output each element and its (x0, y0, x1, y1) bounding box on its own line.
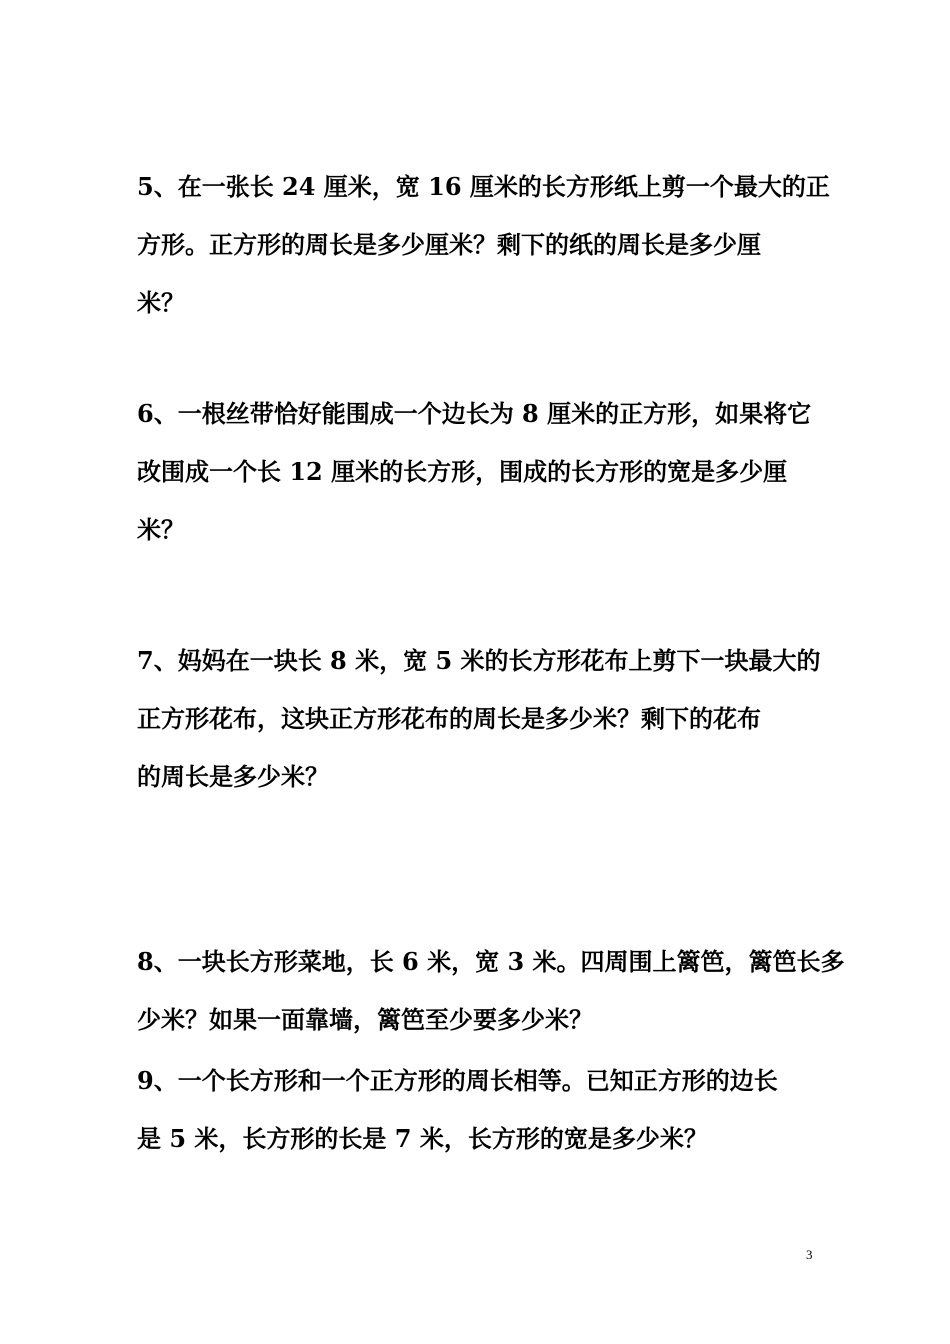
problem-7-line-1: 7、妈妈在一块长 8 米，宽 5 米的长方形花布上剪下一块最大的 (137, 646, 821, 675)
problem-6-line-1: 6、一根丝带恰好能围成一个边长为 8 厘米的正方形，如果将它 (137, 399, 812, 428)
problem-6-line-2: 改围成一个长 12 厘米的长方形，围成的长方形的宽是多少厘 (137, 457, 788, 486)
problem-7 (137, 632, 827, 806)
problem-6 (137, 385, 827, 559)
problem-5-line-1: 5、在一张长 24 厘米，宽 16 厘米的长方形纸上剪一个最大的正 (137, 172, 830, 201)
problem-9 (137, 1052, 827, 1168)
page-number: 3 (806, 1247, 813, 1262)
problem-7-line-2: 正方形花布，这块正方形花布的周长是多少米？剩下的花布 (137, 704, 761, 733)
problem-7-line-3: 的周长是多少米？ (137, 762, 329, 791)
problem-5-line-3: 米？ (137, 288, 185, 317)
problem-5 (137, 158, 830, 332)
problem-8-line-2: 少米？如果一面靠墙，篱笆至少要多少米？ (137, 1005, 593, 1034)
problem-5-line-2: 方形。正方形的周长是多少厘米？剩下的纸的周长是多少厘 (137, 230, 761, 259)
problem-9-line-2: 是 5 米，长方形的长是 7 米，长方形的宽是多少米？ (137, 1124, 708, 1153)
problem-8 (137, 933, 845, 1049)
problem-6-line-3: 米？ (137, 515, 185, 544)
problem-8-line-1: 8、一块长方形菜地，长 6 米，宽 3 米。四周围上篱笆，篱笆长多 (137, 947, 845, 976)
problem-9-line-1: 9、一个长方形和一个正方形的周长相等。已知正方形的边长 (137, 1066, 778, 1095)
